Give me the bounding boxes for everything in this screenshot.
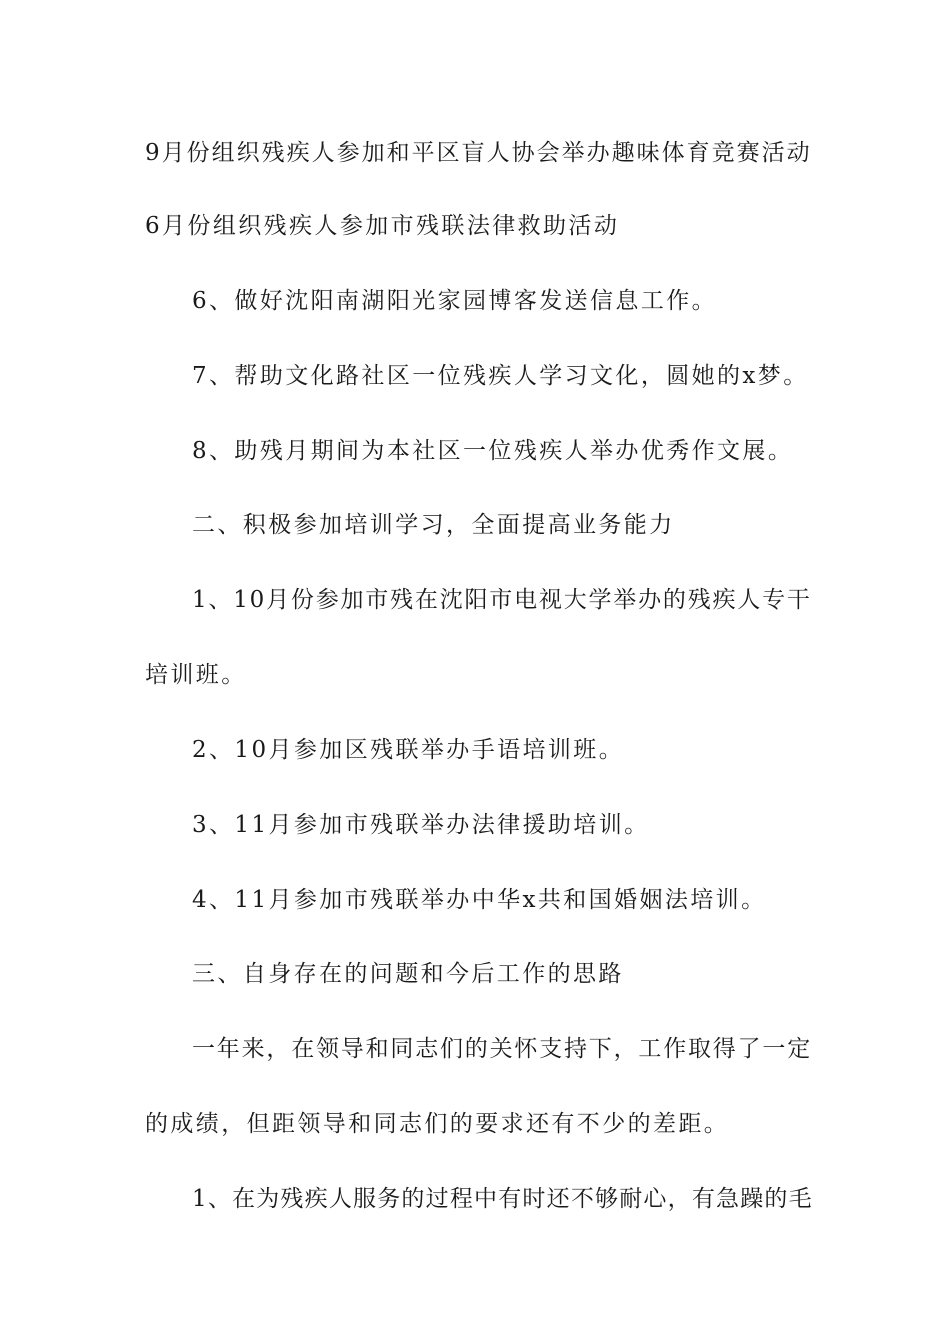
- text-line-training-4: 4、11月参加市残联举办中华x共和国婚姻法培训。: [192, 887, 767, 913]
- text-line-activity-sep: 9月份组织残疾人参加和平区盲人协会举办趣味体育竞赛活动: [145, 140, 812, 166]
- text-line-problem-1: 1、在为残疾人服务的过程中有时还不够耐心，有急躁的毛: [192, 1186, 813, 1212]
- text-line-training-2: 2、10月参加区残联举办手语培训班。: [192, 737, 625, 763]
- text-line-summary-cont: 的成绩，但距领导和同志们的要求还有不少的差距。: [145, 1111, 730, 1137]
- section-heading-3: 三、自身存在的问题和今后工作的思路: [192, 961, 624, 987]
- text-line-training-3: 3、11月参加市残联举办法律援助培训。: [192, 812, 650, 838]
- text-line-item-8: 8、助残月期间为本社区一位残疾人举办优秀作文展。: [192, 438, 794, 464]
- text-line-training-1-cont: 培训班。: [145, 662, 247, 688]
- text-line-summary: 一年来，在领导和同志们的关怀支持下，工作取得了一定: [192, 1036, 812, 1062]
- text-line-item-7: 7、帮助文化路社区一位残疾人学习文化，圆她的x梦。: [192, 363, 809, 389]
- text-line-training-1: 1、10月份参加市残在沈阳市电视大学举办的残疾人专干: [192, 587, 812, 613]
- text-line-item-6: 6、做好沈阳南湖阳光家园博客发送信息工作。: [192, 288, 718, 314]
- section-heading-2: 二、积极参加培训学习，全面提高业务能力: [192, 512, 675, 538]
- text-line-activity-jun: 6月份组织残疾人参加市残联法律救助活动: [145, 213, 620, 239]
